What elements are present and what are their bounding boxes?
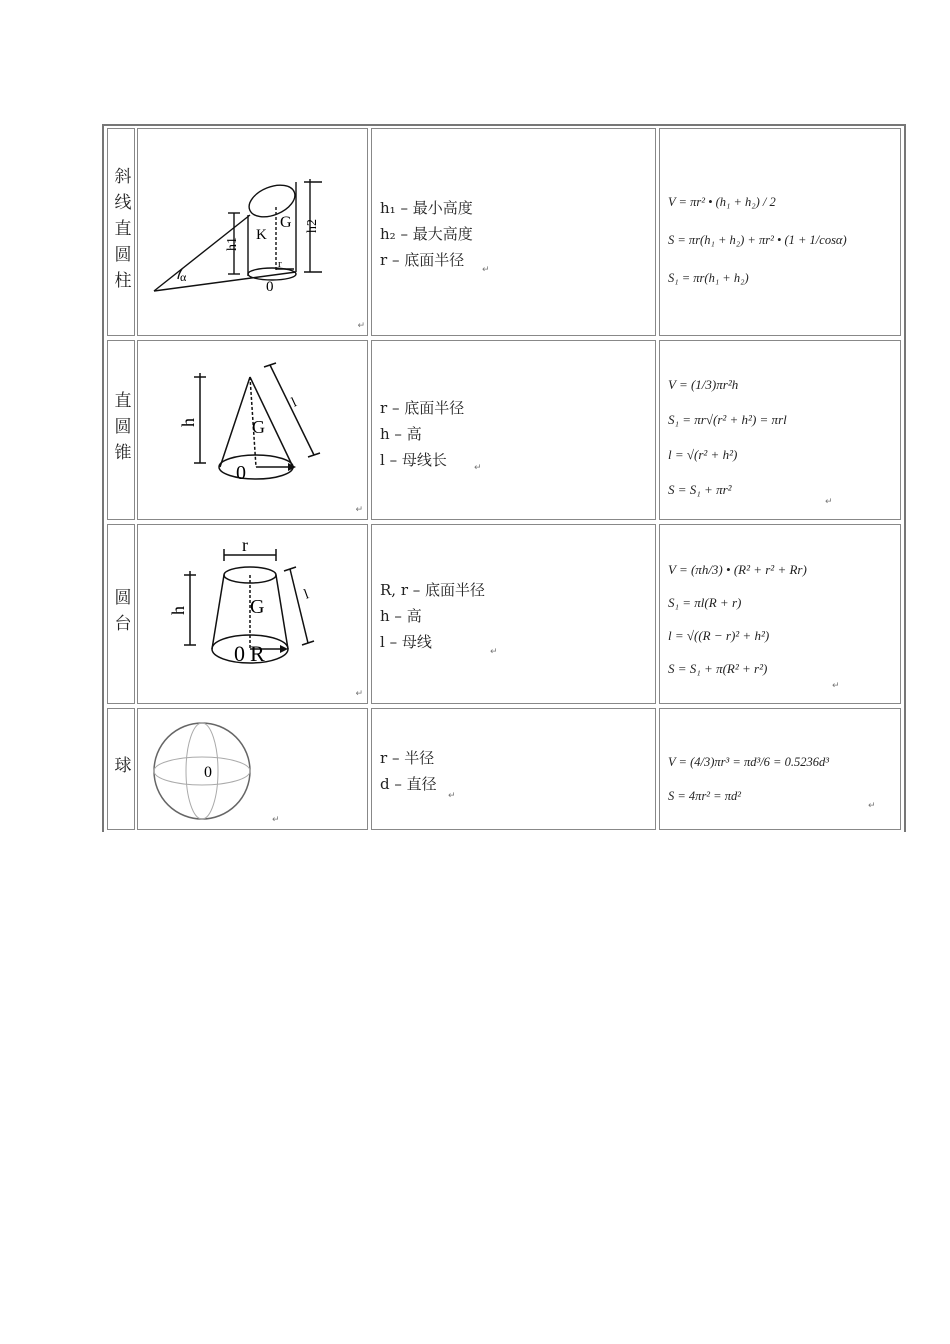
shape-name: 直圆锥 xyxy=(110,391,131,469)
table-row xyxy=(104,340,904,520)
variable-line: r – 底面半径 xyxy=(380,251,465,269)
formula-line: V = (πh/3) • (R² + r² + Rr) xyxy=(668,562,807,577)
formulas-cell xyxy=(659,128,901,336)
l-label: l xyxy=(289,395,300,411)
return-mark: ↵ xyxy=(448,791,456,801)
figure-cell xyxy=(137,340,368,520)
formula-line: S₁ = πl(R + r) xyxy=(668,595,742,610)
big-r-label: R xyxy=(250,641,265,666)
shape-name: 圆台 xyxy=(110,588,131,640)
return-mark: ↵ xyxy=(355,689,363,699)
formulas-cell xyxy=(659,524,901,704)
variables-cell xyxy=(371,340,656,520)
g-label: G xyxy=(252,417,265,437)
variable-line: h – 高 xyxy=(380,425,422,443)
formula-line: S₁ = πr(h₁ + h₂) xyxy=(668,271,749,285)
formula-line: S = S₁ + π(R² + r²) xyxy=(668,661,768,676)
formula-line: V = (1/3)πr²h xyxy=(668,377,739,392)
h-label: h xyxy=(168,606,188,615)
alpha-label: α xyxy=(180,270,187,284)
return-mark: ↵ xyxy=(832,681,840,691)
variable-line: r – 底面半径 xyxy=(380,399,465,417)
figure-cell xyxy=(137,708,368,830)
variables-cell xyxy=(371,128,656,336)
return-mark: ↵ xyxy=(868,801,876,811)
variable-line: R, r – 底面半径 xyxy=(380,581,486,599)
return-mark: ↵ xyxy=(482,265,490,275)
oblique-cylinder-figure xyxy=(138,129,369,337)
center-label: 0 xyxy=(204,764,212,781)
table-row xyxy=(104,708,904,832)
frustum-figure xyxy=(138,525,369,705)
variable-line: l – 母线长 xyxy=(380,451,447,469)
formula-table xyxy=(102,124,906,832)
formula-line: S = 4πr² = πd² xyxy=(668,789,742,803)
center-label: 0 xyxy=(266,279,274,295)
shape-name: 斜线直圆柱 xyxy=(110,167,131,297)
r-label: r xyxy=(278,258,282,270)
center-label: 0 xyxy=(236,462,246,484)
h-label: h xyxy=(178,418,198,427)
return-mark: ↵ xyxy=(355,505,363,515)
return-mark: ↵ xyxy=(825,497,833,507)
formula-line: S₁ = πr√(r² + h²) = πrl xyxy=(668,412,787,427)
variables-cell xyxy=(371,708,656,830)
k-label: K xyxy=(256,227,267,243)
formula-line: S = S₁ + πr² xyxy=(668,482,732,497)
shape-name-cell xyxy=(107,340,135,520)
figure-cell xyxy=(137,524,368,704)
return-mark: ↵ xyxy=(272,815,280,825)
formula-line: S = πr(h₁ + h₂) + πr² • (1 + 1/cosα) xyxy=(668,233,847,247)
r-label: r xyxy=(242,535,248,555)
variable-line: r – 半径 xyxy=(380,749,435,767)
l-label: l xyxy=(302,587,312,603)
figure-cell xyxy=(137,128,368,336)
table-row xyxy=(104,524,904,704)
return-mark: ↵ xyxy=(490,647,498,657)
formula-line: l = √((R − r)² + h²) xyxy=(668,628,770,643)
formula-line: l = √(r² + h²) xyxy=(668,447,738,462)
return-mark: ↵ xyxy=(357,321,365,331)
table-row xyxy=(104,128,904,336)
formulas-cell xyxy=(659,340,901,520)
g-label: G xyxy=(250,596,265,618)
center-label: 0 xyxy=(234,641,245,666)
formula-line: V = πr² • (h₁ + h₂) / 2 xyxy=(668,195,776,209)
g-label: G xyxy=(280,214,292,231)
shape-name-cell xyxy=(107,524,135,704)
sphere-figure xyxy=(138,709,369,831)
variable-line: d – 直径 xyxy=(380,775,437,793)
variable-line: l – 母线 xyxy=(380,633,432,651)
variable-line: h₂ – 最大高度 xyxy=(380,225,473,243)
variables-cell xyxy=(371,524,656,704)
cone-figure xyxy=(138,341,369,521)
h2-label: h2 xyxy=(305,219,320,233)
h1-label: h1 xyxy=(225,237,240,251)
variable-line: h₁ – 最小高度 xyxy=(380,199,473,217)
shape-name-cell xyxy=(107,128,135,336)
shape-name: 球 xyxy=(110,756,131,782)
formulas-cell xyxy=(659,708,901,830)
shape-name-cell xyxy=(107,708,135,830)
variable-line: h – 高 xyxy=(380,607,422,625)
formula-line: V = (4/3)πr³ = πd³/6 = 0.5236d³ xyxy=(668,755,829,769)
return-mark: ↵ xyxy=(474,463,482,473)
